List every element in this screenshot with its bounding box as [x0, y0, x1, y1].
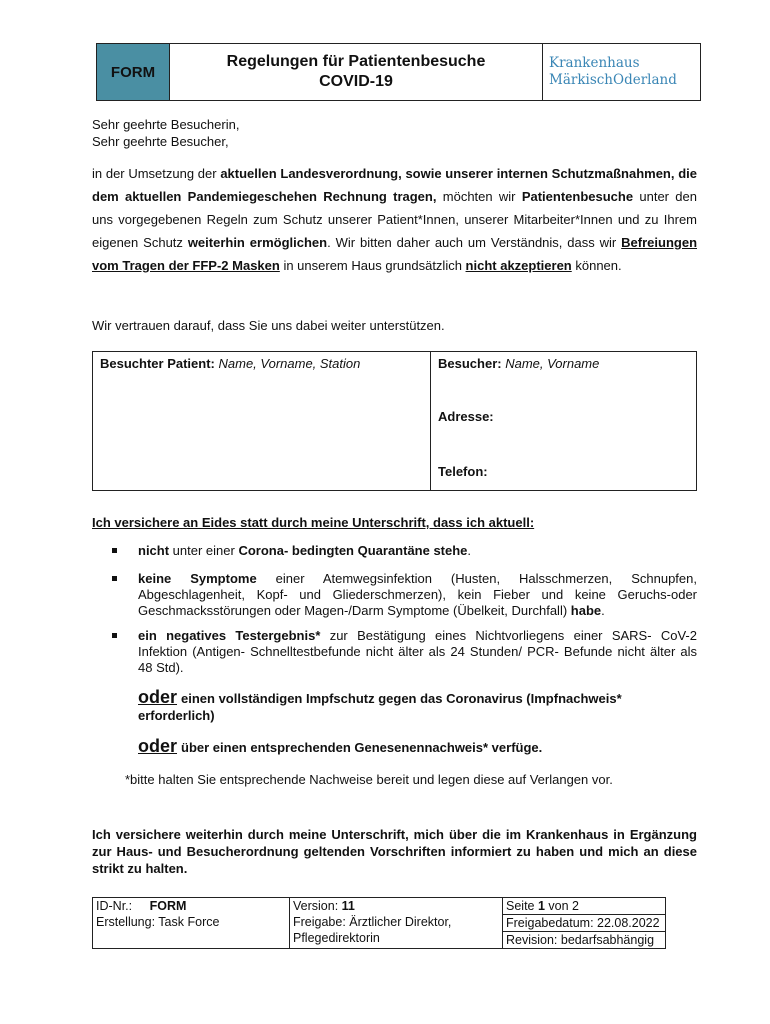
visitor-field[interactable]: [438, 356, 689, 371]
bullet-icon: [112, 633, 117, 638]
version-value: 11: [341, 899, 355, 913]
page-text: von 2: [544, 899, 579, 913]
vaccination-text: einen vollständigen Impfschutz gegen das Coronavirus (Impfnachweis* erforderlich): [138, 691, 622, 723]
list-item: [112, 628, 697, 676]
document-header: [96, 43, 701, 101]
item-text: .: [601, 603, 605, 618]
title-line-1: Regelungen für Patientenbesuche: [226, 53, 486, 70]
document-title: [170, 44, 543, 100]
hospital-logo: [543, 44, 700, 100]
list-item: [112, 543, 697, 559]
visitor-label: Besucher:: [438, 356, 502, 371]
title-line-2: COVID-19: [319, 73, 393, 90]
intro-bold: Patientenbesuche: [521, 189, 634, 204]
trust-sentence: Wir vertrauen darauf, dass Sie uns dabei weiter unterstützen.: [92, 318, 445, 333]
patient-field[interactable]: [93, 352, 431, 490]
greeting-line-2: Sehr geehrte Besucher,: [92, 134, 229, 149]
intro-text: möchten wir: [436, 189, 522, 204]
bullet-icon: [112, 576, 117, 581]
further-declaration: Ich versichere weiterhin durch meine Unterschrift, mich über die im Krankenhaus in Ergänzung zur Haus- und Besucherordnung geltenden Vorschriften informiert zu haben und mich an diese strikt zu halten.: [92, 827, 697, 876]
oath-heading: Ich versichere an Eides statt durch meine Unterschrift, dass ich aktuell:: [92, 515, 535, 530]
intro-bold-underlined: Befreiungen vom Tragen der FFP-2 Masken: [92, 235, 698, 273]
revision-info: Revision: bedarfsabhängig: [506, 933, 655, 947]
item-bold: nicht: [138, 543, 170, 558]
intro-bold-underlined: nicht akzeptieren: [465, 258, 572, 273]
id-value: FORM: [149, 899, 187, 913]
intro-bold: aktuellen Landesverordnung, sowie unserer internen Schutzmaßnahmen, die dem aktuellen Pandemiegeschehen Rechnung tragen,: [92, 166, 697, 204]
item-bold: habe: [570, 603, 602, 618]
page-text: Seite: [506, 899, 538, 913]
patient-label: Besuchter Patient:: [100, 356, 215, 371]
list-item: [112, 571, 697, 619]
logo-line-2: MärkischOderland: [549, 72, 677, 88]
visitor-fields: [431, 352, 696, 490]
greeting-line-1: Sehr geehrte Besucherin,: [92, 117, 240, 132]
address-field[interactable]: Adresse:: [438, 409, 494, 424]
item-text: unter einer: [169, 543, 239, 558]
item-text: einer Atemwegsinfektion (Husten, Halsschmerzen, Schnupfen, Abgeschlagenheit, Kopf- und Gliederschmerzen), kein Fieber und keine Geruchs-oder Geschmacksstörungen oder Magen-/Darm Symptome (Übelkeit, Durchfall): [138, 571, 697, 618]
footer-version-cell: [290, 898, 503, 949]
intro-text: . Wir bitten daher auch um Verständnis, dass wir: [327, 235, 622, 250]
approval-date: Freigabedatum: 22.08.2022: [503, 915, 665, 932]
recovery-option: [138, 738, 697, 756]
form-label: FORM: [97, 44, 170, 100]
oder-word: oder: [138, 736, 178, 756]
bullet-icon: [112, 548, 117, 553]
approval-info: Freigabe: Ärztlicher Direktor, Pflegedirektorin: [293, 915, 452, 945]
intro-bold: weiterhin ermöglichen: [187, 235, 328, 250]
recovery-text: über einen entsprechenden Genesenennachweis* verfüge.: [181, 740, 543, 755]
item-text: .: [467, 543, 472, 558]
page-number: 1: [537, 899, 545, 913]
item-bold: keine Symptome: [138, 571, 257, 586]
intro-text: unter den uns vorgegebenen Regeln zum Schutz unserer Patient*Innen, unserer Mitarbeiter*Innen und zu Ihrem eigenen Schutz: [92, 189, 697, 250]
greeting: [92, 116, 697, 150]
vaccination-option: [138, 689, 697, 724]
phone-field[interactable]: Telefon:: [438, 464, 488, 479]
patient-hint: Name, Vorname, Station: [218, 356, 361, 371]
visitor-hint: Name, Vorname: [505, 356, 600, 371]
creation-info: Erstellung: Task Force: [96, 915, 220, 929]
item-text: zur Bestätigung eines Nichtvorliegens einer SARS- CoV-2 Infektion (Antigen- Schnelltestbefunde nicht älter als 24 Stunden/ PCR- Befunde nicht älter als 48 Std).: [138, 628, 697, 675]
document-footer-table: [92, 897, 666, 949]
intro-text: können.: [571, 258, 622, 273]
intro-text: in unserem Haus grundsätzlich: [279, 258, 466, 273]
visitor-info-box: [92, 351, 697, 491]
page-info: [503, 898, 665, 915]
footer-id-cell: [93, 898, 290, 949]
intro-text: in der Umsetzung der: [92, 166, 221, 181]
item-bold: ein negatives Testergebnis*: [138, 628, 321, 643]
proof-note: *bitte halten Sie entsprechende Nachweise bereit und legen diese auf Verlangen vor.: [125, 772, 613, 787]
item-bold: Corona- bedingten Quarantäne stehe: [238, 543, 468, 558]
logo-line-1: Krankenhaus: [549, 55, 640, 71]
id-label: ID-Nr.:: [96, 899, 133, 913]
version-label: Version:: [293, 899, 342, 913]
oder-word: oder: [138, 687, 178, 707]
intro-paragraph: [92, 162, 697, 277]
footer-page-cell: [503, 898, 666, 949]
